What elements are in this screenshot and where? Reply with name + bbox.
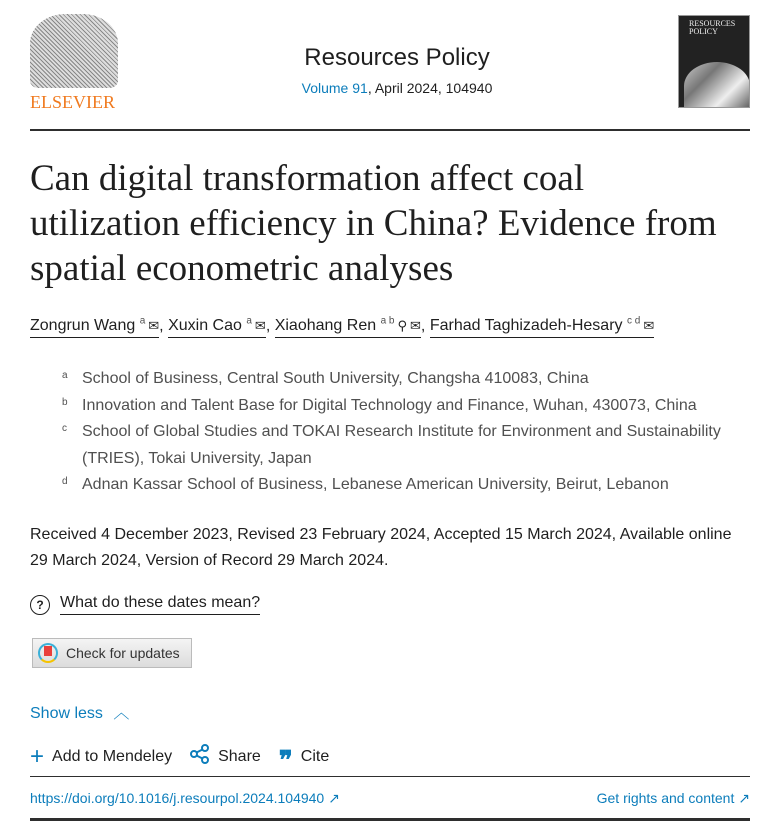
divider	[30, 776, 750, 777]
author-sup: a	[246, 316, 252, 327]
crossmark-icon	[38, 643, 58, 663]
journal-header	[200, 44, 594, 96]
elsevier-logo[interactable]	[30, 14, 120, 112]
author-name: Zongrun Wang	[30, 317, 136, 335]
person-icon: ⚲	[397, 318, 408, 334]
divider	[30, 818, 750, 821]
divider	[30, 129, 750, 131]
journal-cover[interactable]	[678, 15, 750, 108]
author-name: Xuxin Cao	[168, 317, 242, 335]
author-link[interactable]	[430, 317, 654, 338]
rights-text: Get rights and content	[596, 790, 735, 806]
doi-link[interactable]	[30, 790, 340, 807]
help-icon: ?	[30, 595, 50, 615]
cover-image	[684, 62, 750, 108]
affiliations	[62, 366, 762, 499]
what-dates-mean-link[interactable]	[30, 594, 260, 615]
cite-button[interactable]	[278, 743, 330, 776]
add-to-mendeley-button[interactable]	[30, 743, 172, 771]
email-icon: ✉	[643, 318, 655, 334]
external-link-icon: ↗	[738, 790, 750, 806]
what-dates-label: What do these dates mean?	[60, 594, 260, 615]
email-icon: ✉	[148, 318, 160, 334]
affiliation-label: a	[62, 370, 68, 381]
cover-title: RESOURCES POLICY	[689, 19, 736, 36]
affiliation	[62, 366, 762, 393]
tree-logo-icon	[30, 14, 118, 88]
email-icon: ✉	[410, 318, 421, 334]
author-link[interactable]	[168, 317, 266, 338]
author-name: Xiaohang Ren	[274, 317, 377, 335]
affiliation-text: Adnan Kassar School of Business, Lebanese American University, Beirut, Lebanon	[82, 476, 669, 493]
quote-icon: ❞	[278, 746, 293, 776]
author-sup: a b	[380, 316, 395, 327]
issue-info: , April 2024, 104940	[367, 80, 493, 96]
author-link[interactable]	[30, 317, 159, 338]
share-icon	[190, 744, 210, 770]
affiliation-text: Innovation and Talent Base for Digital Technology and Finance, Wuhan, 430073, China	[82, 396, 697, 414]
affiliation-label: c	[62, 423, 67, 434]
volume-line	[200, 80, 594, 96]
chevron-up-icon: ︿	[113, 705, 130, 722]
author-link[interactable]	[275, 317, 421, 338]
cite-label: Cite	[300, 748, 330, 765]
email-icon: ✉	[254, 318, 266, 334]
mendeley-label: Add to Mendeley	[52, 748, 173, 765]
article-dates: Received 4 December 2023, Revised 23 February 2024, Accepted 15 March 2024, Available online 29 March 2024, Version of Record 29 March 2024.	[30, 526, 732, 569]
publisher-name: ELSEVIER	[30, 92, 115, 112]
volume-link[interactable]: Volume 91	[301, 80, 368, 96]
share-label: Share	[218, 748, 261, 765]
check-updates-label: Check for updates	[66, 645, 180, 661]
affiliation-text: School of Global Studies and TOKAI Research Institute for Environment and Sustainability (TRIES), Tokai University, Japan	[82, 423, 721, 467]
show-less-label: Show less	[30, 705, 103, 722]
article-title: Can digital transformation affect coal utilization efficiency in China? Evidence from spatial econometric analyses	[30, 158, 717, 289]
check-for-updates-button[interactable]	[32, 638, 192, 668]
show-less-button[interactable]	[30, 700, 129, 723]
plus-icon: +	[30, 743, 45, 770]
article-actions	[30, 743, 330, 776]
share-button[interactable]	[190, 743, 261, 771]
affiliation	[62, 419, 762, 472]
author-list: Zongrun Wang $^a$ ✉, Xuxin Cao $^a$ ✉, Xiaohang Ren $^{a b}$ ⚲ ✉, Farhad Taghizadeh-Hesary $^{c d}$ ✉	[30, 316, 654, 335]
get-rights-link[interactable]	[597, 790, 750, 807]
affiliation	[62, 393, 762, 420]
affiliation-label: d	[62, 476, 68, 487]
doi-text: https://doi.org/10.1016/j.resourpol.2024.104940	[30, 790, 325, 806]
author-sup: a	[139, 316, 146, 327]
external-link-icon: ↗	[328, 790, 340, 806]
affiliation	[62, 472, 762, 499]
affiliation-label: b	[62, 396, 68, 408]
affiliation-text: School of Business, Central South University, Changsha 410083, China	[82, 370, 589, 387]
author-sup: c d	[626, 316, 641, 327]
author-name: Farhad Taghizadeh-Hesary	[429, 317, 623, 335]
journal-title[interactable]: Resources Policy	[304, 44, 490, 71]
